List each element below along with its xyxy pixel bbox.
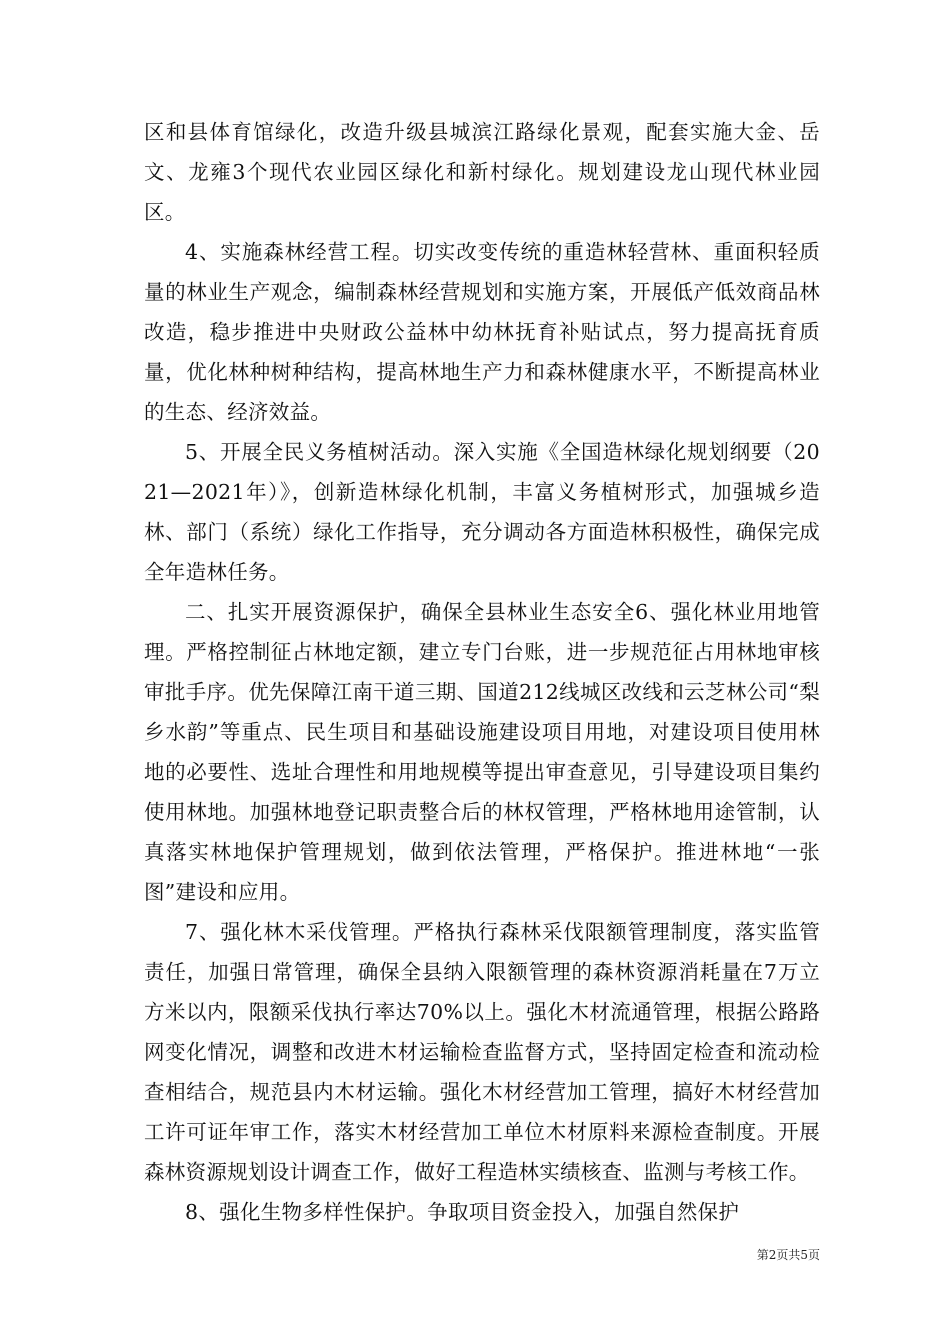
document-body — [144, 112, 820, 1232]
page-number-footer: 第2页共5页 — [756, 1248, 820, 1262]
paragraph-item-4: 4、实施森林经营工程。切实改变传统的重造林轻营林、重面积轻质量的林业生产观念，编制森林经营规划和实施方案，开展低产低效商品林改造，稳步推进中央财政公益林中幼林抚育补贴试点，努力提高抚育质量，优化林种树种结构，提高林地生产力和森林健康水平，不断提高林业的生态、经济效益。 — [144, 240, 820, 424]
paragraph-section-2: 二、扎实开展资源保护，确保全县林业生态安全6、强化林业用地管理。严格控制征占林地定额，建立专门台账，进一步规范征占用林地审核审批手序。优先保障江南干道三期、国道212线城区改线和云芝林公司“梨乡水韵”等重点、民生项目和基础设施建设项目用地，对建设项目使用林地的必要性、选址合理性和用地规模等提出审查意见，引导建设项目集约使用林地。加强林地登记职责整合后的林权管理，严格林地用途管制，认真落实林地保护管理规划，做到依法管理，严格保护。推进林地“一张图”建设和应用。 — [144, 600, 820, 904]
paragraph-item-8: 8、强化生物多样性保护。争取项目资金投入，加强自然保护 — [185, 1200, 740, 1224]
paragraph-item-7: 7、强化林木采伐管理。严格执行森林采伐限额管理制度，落实监管责任，加强日常管理，确保全县纳入限额管理的森林资源消耗量在7万立方米以内，限额采伐执行率达70%以上。强化木材流通管理，根据公路路网变化情况，调整和改进木材运输检查监督方式，坚持固定检查和流动检查相结合，规范县内木材运输。强化木材经营加工管理，搞好木材经营加工许可证年审工作，落实木材经营加工单位木材原料来源检查制度。开展森林资源规划设计调查工作，做好工程造林实绩核查、监测与考核工作。 — [144, 920, 820, 1184]
paragraph-continuation: 区和县体育馆绿化，改造升级县城滨江路绿化景观，配套实施大金、岳文、龙雍3个现代农业园区绿化和新村绿化。规划建设龙山现代林业园区。 — [144, 120, 820, 224]
paragraph-item-5: 5、开展全民义务植树活动。深入实施《全国造林绿化规划纲要（2021—2021年）》，创新造林绿化机制，丰富义务植树形式，加强城乡造林、部门（系统）绿化工作指导，充分调动各方面造林积极性，确保完成全年造林任务。 — [144, 440, 820, 584]
